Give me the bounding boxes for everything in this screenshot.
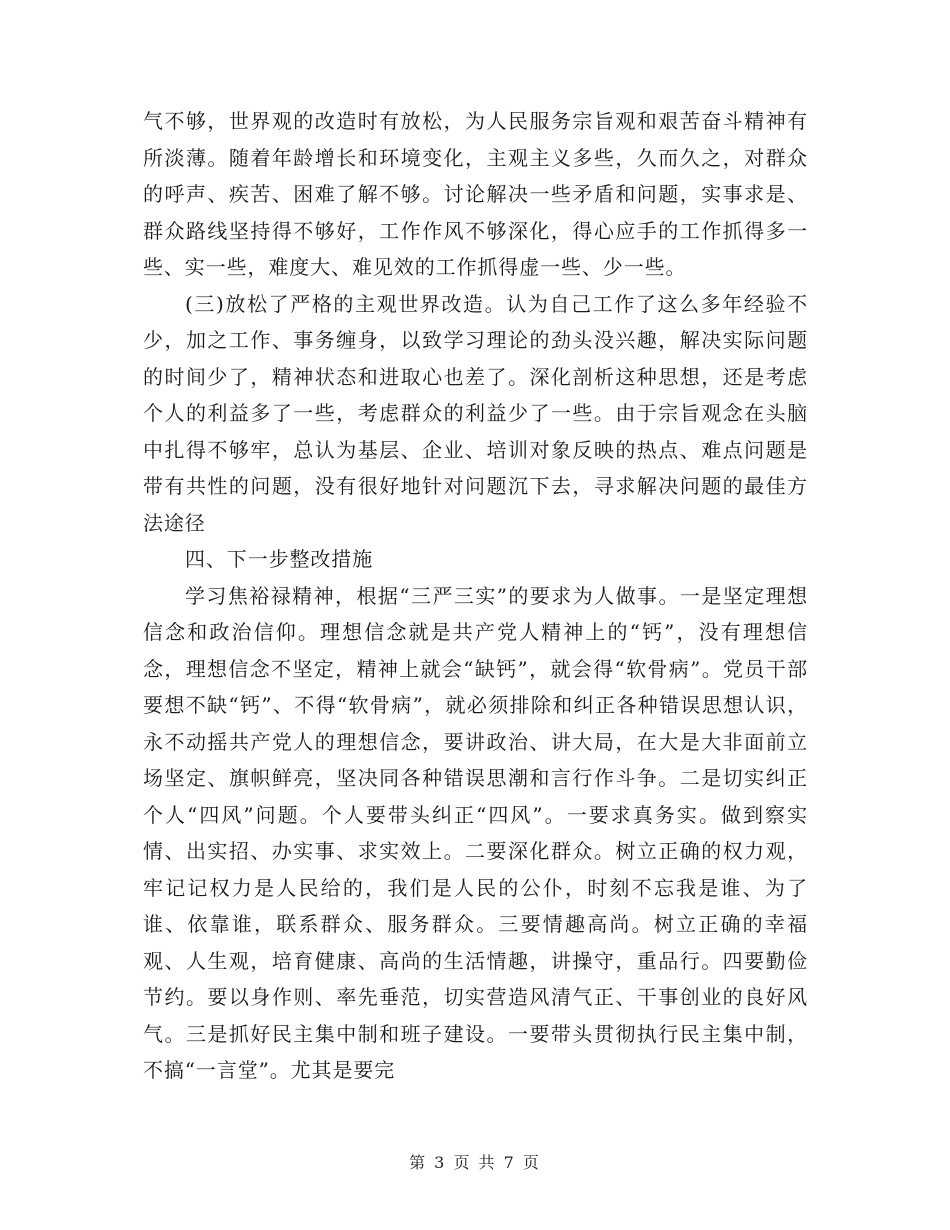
paragraph-section-three: (三)放松了严格的主观世界改造。认为自己工作了这么多年经验不少，加之工作、事务缠身，以致学习理论的劲头没兴趣，解决实际问题的时间少了，精神状态和进取心也差了。深化剖析这种思想，还是考虑个人的利益多了一些，考虑群众的利益少了一些。由于宗旨观念在头脑中扎得不够牢，总认为基层、企业、培训对象反映的热点、难点问题是带有共性的问题，没有很好地针对问题沉下去，寻求解决问题的最佳方法途径 xyxy=(143,291,808,535)
section-heading-four: 四、下一步整改措施 xyxy=(185,547,374,571)
paragraph-measures: 学习焦裕禄精神，根据“三严三实”的要求为人做事。一是坚定理想信念和政治信仰。理想信念就是共产党人精神上的“钙”，没有理想信念，理想信念不坚定，精神上就会“缺钙”，就会得“软骨病”。党员干部要想不缺“钙”、不得“软骨病”，就必须排除和纠正各种错误思想认识，永不动摇共产党人的理想信念，要讲政治、讲大局，在大是大非面前立场坚定、旗帜鲜亮，坚决同各种错误思潮和言行作斗争。二是切实纠正个人“四风”问题。个人要带头纠正“四风”。一要求真务实。做到察实情、出实招、办实事、求实效上。二要深化群众。树立正确的权力观，牢记记权力是人民给的，我们是人民的公仆，时刻不忘我是谁、为了谁、依靠谁，联系群众、服务群众。三要情趣高尚。树立正确的幸福观、人生观，培育健康、高尚的生活情趣，讲操守，重品行。四要勤俭节约。要以身作则、率先垂范，切实营造风清气正、干事创业的良好风气。三是抓好民主集中制和班子建设。一要带头贯彻执行民主集中制，不搞“一言堂”。尤其是要完 xyxy=(143,583,808,1082)
paragraph-continuation: 气不够，世界观的改造时有放松，为人民服务宗旨观和艰苦奋斗精神有所淡薄。随着年龄增长和环境变化，主观主义多些，久而久之，对群众的呼声、疾苦、困难了解不够。讨论解决一些矛盾和问题，实事求是、群众路线坚持得不够好，工作作风不够深化，得心应手的工作抓得多一些、实一些，难度大、难见效的工作抓得虚一些、少一些。 xyxy=(143,109,808,279)
document-body xyxy=(143,103,808,1089)
page-number-footer: 第 3 页 共 7 页 xyxy=(409,1153,541,1172)
